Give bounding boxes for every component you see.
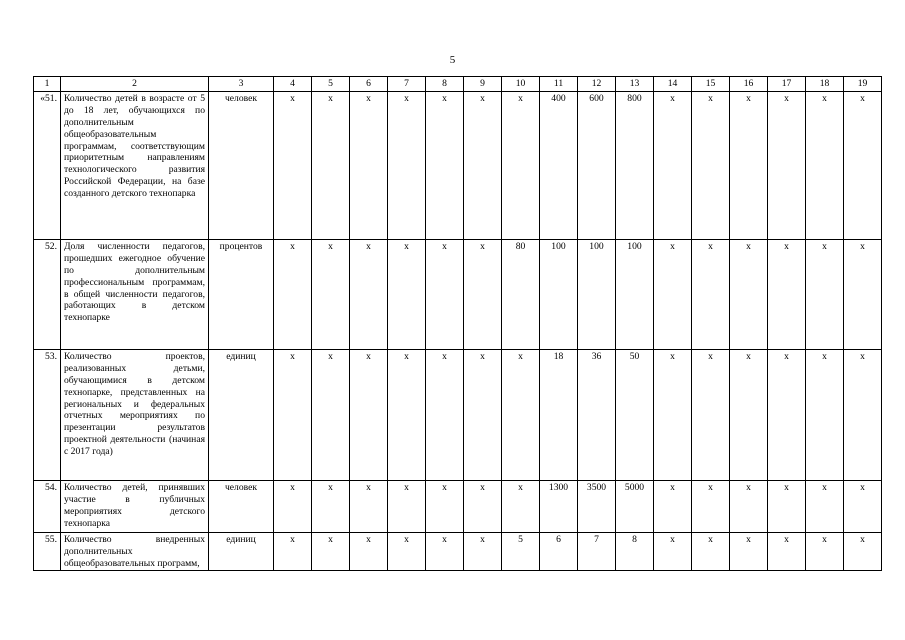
value-cell: х	[350, 349, 388, 480]
column-header: 10	[502, 77, 540, 92]
column-header: 2	[61, 77, 209, 92]
value-cell: х	[730, 532, 768, 570]
column-header: 17	[768, 77, 806, 92]
page-number: 5	[449, 54, 456, 66]
column-header: 8	[426, 77, 464, 92]
column-header: 14	[654, 77, 692, 92]
column-header: 13	[616, 77, 654, 92]
table-row	[34, 239, 882, 349]
value-cell: 6	[540, 532, 578, 570]
row-number: 53.	[34, 349, 61, 480]
value-cell: 3500	[578, 480, 616, 532]
value-cell: 36	[578, 349, 616, 480]
value-cell: х	[502, 91, 540, 239]
value-cell: х	[730, 480, 768, 532]
value-cell: х	[388, 91, 426, 239]
value-cell: х	[768, 91, 806, 239]
value-cell: х	[692, 349, 730, 480]
value-cell: х	[312, 532, 350, 570]
column-header: 11	[540, 77, 578, 92]
value-cell: х	[692, 480, 730, 532]
indicator-name: Доля численности педагогов, прошедших ежегодное обучение по дополнительным профессиональным программам, в общей численности педагогов, работающих в детском технопарке	[61, 239, 209, 349]
unit-of-measure: единиц	[209, 532, 274, 570]
value-cell: х	[730, 349, 768, 480]
value-cell: х	[426, 91, 464, 239]
value-cell: х	[312, 480, 350, 532]
value-cell: х	[844, 91, 882, 239]
value-cell: х	[654, 480, 692, 532]
value-cell: х	[388, 532, 426, 570]
value-cell: 100	[540, 239, 578, 349]
value-cell: х	[768, 532, 806, 570]
value-cell: х	[768, 239, 806, 349]
value-cell: х	[844, 480, 882, 532]
column-header: 4	[274, 77, 312, 92]
value-cell: х	[654, 349, 692, 480]
table-row	[34, 91, 882, 239]
value-cell: х	[806, 239, 844, 349]
value-cell: х	[350, 239, 388, 349]
value-cell: х	[502, 349, 540, 480]
table-row	[34, 480, 882, 532]
value-cell: х	[388, 349, 426, 480]
value-cell: х	[654, 532, 692, 570]
column-header: 5	[312, 77, 350, 92]
column-header: 9	[464, 77, 502, 92]
value-cell: х	[350, 91, 388, 239]
value-cell: х	[730, 91, 768, 239]
indicator-name: Количество детей в возрасте от 5 до 18 лет, обучающихся по дополнительным общеобразовательным программам, соответствующим приоритетным направлениям технологического развития Российской Федерации, на базе созданного детского технопарка	[61, 91, 209, 239]
value-cell: х	[312, 349, 350, 480]
indicator-name: Количество внедренных дополнительных общеобразовательных программ,	[61, 532, 209, 570]
value-cell: х	[692, 532, 730, 570]
value-cell: х	[692, 239, 730, 349]
value-cell: х	[502, 480, 540, 532]
value-cell: х	[274, 91, 312, 239]
value-cell: 50	[616, 349, 654, 480]
value-cell: х	[350, 532, 388, 570]
unit-of-measure: человек	[209, 480, 274, 532]
indicators-table	[33, 76, 882, 571]
value-cell: х	[730, 239, 768, 349]
value-cell: х	[350, 480, 388, 532]
value-cell: х	[426, 480, 464, 532]
table-row	[34, 532, 882, 570]
value-cell: х	[844, 349, 882, 480]
value-cell: х	[844, 239, 882, 349]
value-cell: х	[426, 239, 464, 349]
value-cell: х	[312, 239, 350, 349]
value-cell: х	[274, 532, 312, 570]
value-cell: х	[274, 349, 312, 480]
value-cell: 18	[540, 349, 578, 480]
unit-of-measure: процентов	[209, 239, 274, 349]
value-cell: х	[464, 239, 502, 349]
value-cell: х	[806, 480, 844, 532]
table-row	[34, 349, 882, 480]
value-cell: х	[464, 349, 502, 480]
value-cell: 7	[578, 532, 616, 570]
row-number: 52.	[34, 239, 61, 349]
value-cell: х	[806, 91, 844, 239]
indicator-name: Количество детей, принявших участие в публичных мероприятиях детского технопарка	[61, 480, 209, 532]
column-header: 18	[806, 77, 844, 92]
value-cell: х	[464, 532, 502, 570]
value-cell: х	[654, 91, 692, 239]
value-cell: х	[274, 239, 312, 349]
unit-of-measure: человек	[209, 91, 274, 239]
value-cell: 800	[616, 91, 654, 239]
value-cell: 600	[578, 91, 616, 239]
value-cell: х	[426, 349, 464, 480]
column-header: 1	[34, 77, 61, 92]
value-cell: х	[844, 532, 882, 570]
value-cell: 400	[540, 91, 578, 239]
value-cell: х	[426, 532, 464, 570]
column-header: 7	[388, 77, 426, 92]
value-cell: 5	[502, 532, 540, 570]
value-cell: х	[806, 349, 844, 480]
value-cell: 8	[616, 532, 654, 570]
column-header: 19	[844, 77, 882, 92]
value-cell: х	[312, 91, 350, 239]
column-header: 15	[692, 77, 730, 92]
indicator-name: Количество проектов, реализованных детьми, обучающимися в детском технопарке, представленных на региональных и федеральных отчетных мероприятиях по презентации результатов проектной деятельности (начиная с 2017 года)	[61, 349, 209, 480]
unit-of-measure: единиц	[209, 349, 274, 480]
value-cell: 100	[616, 239, 654, 349]
value-cell: х	[388, 480, 426, 532]
column-header: 16	[730, 77, 768, 92]
value-cell: х	[806, 532, 844, 570]
value-cell: 80	[502, 239, 540, 349]
value-cell: х	[768, 349, 806, 480]
row-number: «51.	[34, 91, 61, 239]
column-header: 12	[578, 77, 616, 92]
header-row	[34, 77, 882, 92]
value-cell: х	[768, 480, 806, 532]
value-cell: 100	[578, 239, 616, 349]
value-cell: х	[464, 480, 502, 532]
value-cell: х	[388, 239, 426, 349]
value-cell: х	[654, 239, 692, 349]
row-number: 55.	[34, 532, 61, 570]
value-cell: х	[464, 91, 502, 239]
value-cell: 5000	[616, 480, 654, 532]
column-header: 6	[350, 77, 388, 92]
value-cell: х	[274, 480, 312, 532]
value-cell: х	[692, 91, 730, 239]
row-number: 54.	[34, 480, 61, 532]
value-cell: 1300	[540, 480, 578, 532]
column-header: 3	[209, 77, 274, 92]
